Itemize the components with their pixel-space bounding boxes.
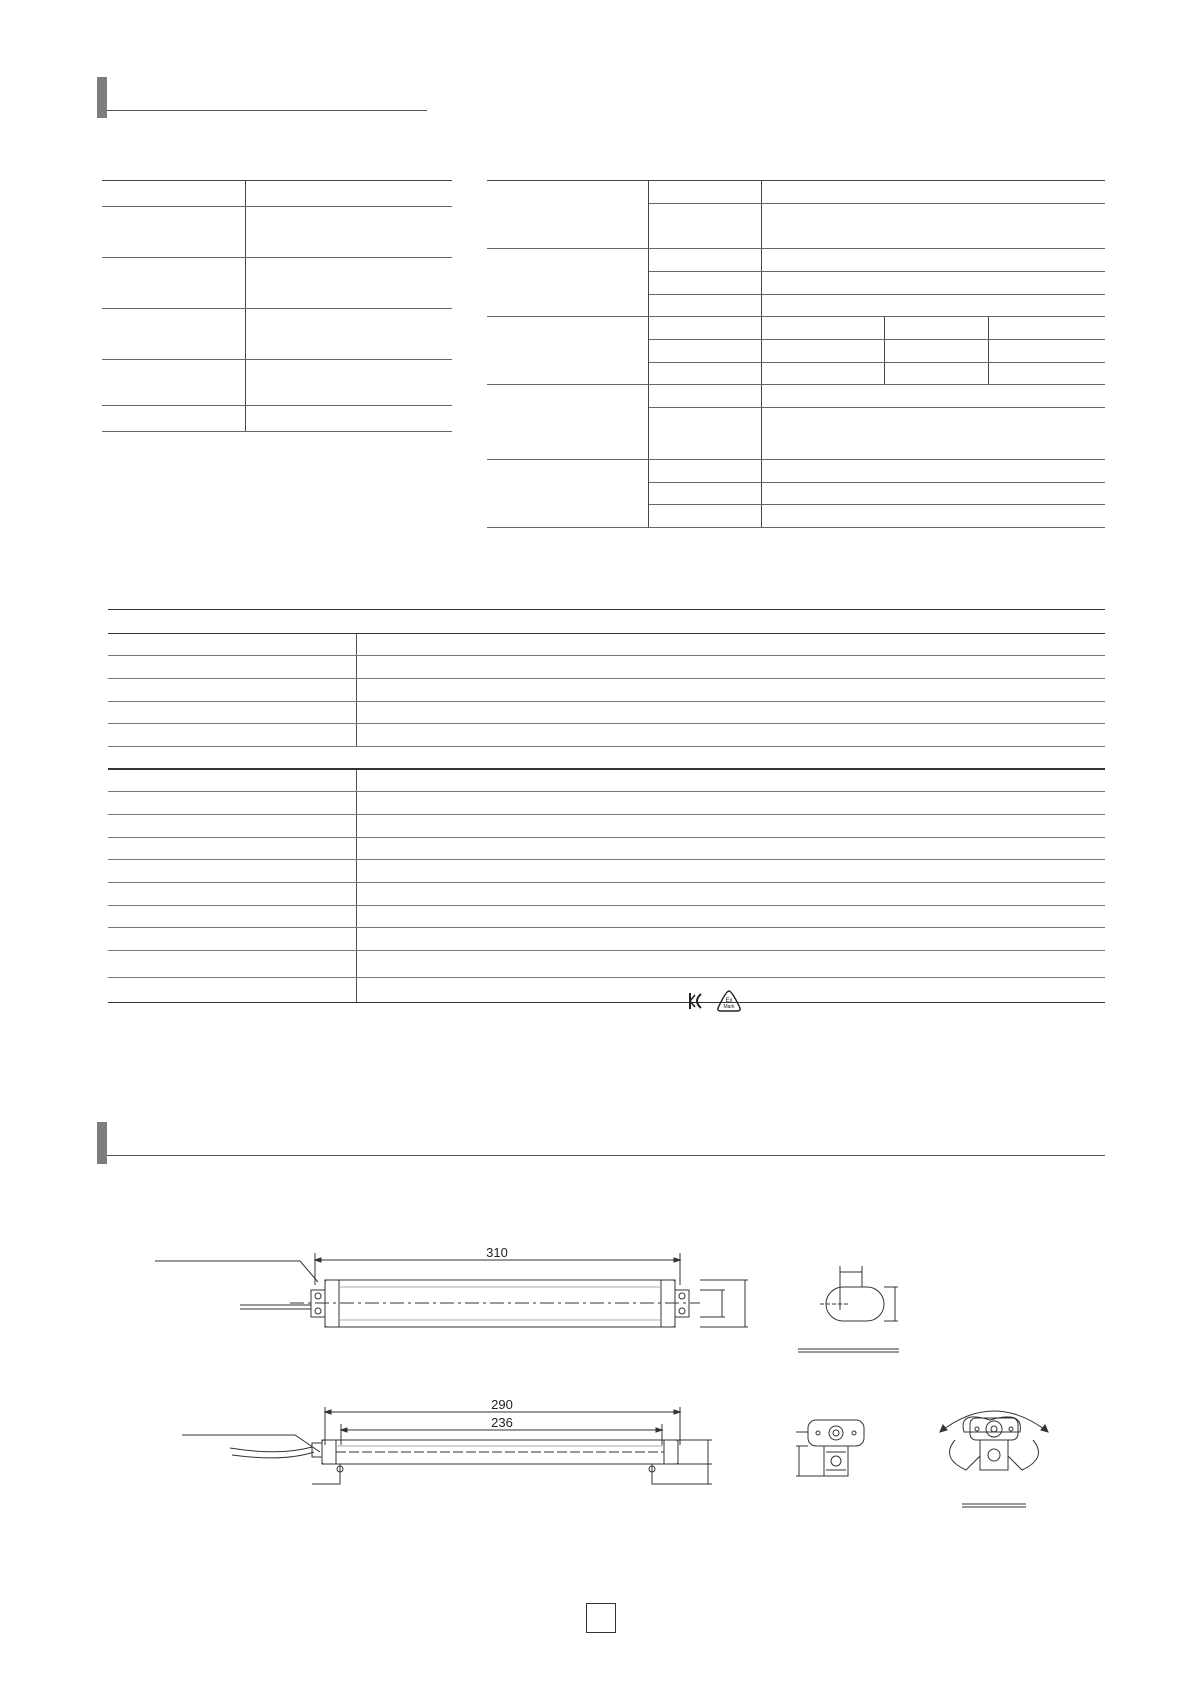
svg-text:Ex: Ex [725, 998, 733, 1004]
top-front-view [155, 1253, 748, 1327]
dim-label-310: 310 [486, 1245, 508, 1260]
rotation-view [940, 1411, 1048, 1507]
dim-label-290: 290 [491, 1397, 513, 1412]
bottom-side-view [796, 1420, 864, 1476]
svg-text:Mark: Mark [723, 1004, 735, 1010]
bottom-front-view [182, 1407, 712, 1484]
dim-label-236: 236 [491, 1415, 513, 1430]
top-side-view [798, 1266, 899, 1352]
page-number-box [586, 1603, 616, 1633]
